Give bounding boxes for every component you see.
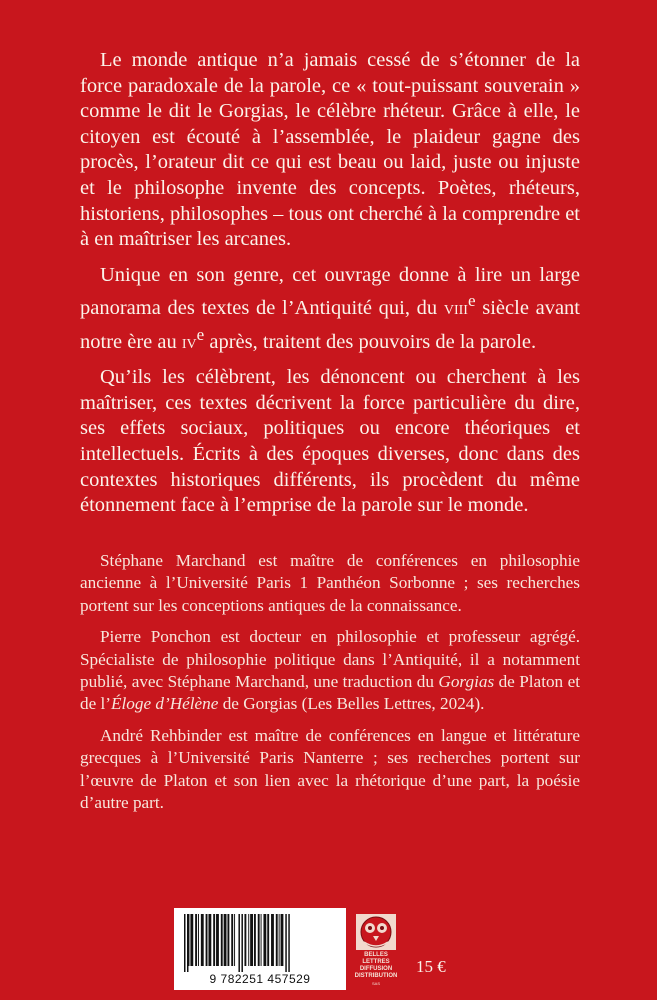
barcode-bar	[285, 914, 287, 972]
barcode-bar	[241, 914, 243, 972]
blurb-p2-part-a: Unique en son genre, cet ouvrage donne à lire un large panorama des textes de l’Antiquité qui, du	[80, 263, 580, 320]
price: 15 €	[416, 957, 446, 976]
bio-ponchon	[80, 626, 580, 716]
blurb	[80, 48, 580, 529]
barcode-bar	[187, 914, 189, 972]
barcode-bar	[267, 914, 269, 966]
barcode-bar	[238, 914, 240, 972]
barcode-bar	[224, 914, 227, 966]
barcode-bar	[244, 914, 246, 966]
bio-marchand: Stéphane Marchand est maître de conférences en philosophie ancienne à l’Université Paris 1 Panthéon Sorbonne ; ses recherches portent sur les conceptions antiques de la connaissance.	[80, 551, 580, 615]
barcode-bar	[281, 914, 284, 966]
barcode-bar	[279, 914, 280, 966]
bio-ponchon-c: de Gorgias (Les Belles Lettres, 2024).	[218, 694, 485, 714]
barcode-bar	[271, 914, 274, 966]
century-iv: iv	[181, 330, 197, 353]
barcode-bar	[195, 914, 197, 966]
barcode-bar	[216, 914, 219, 966]
barcode-bar	[221, 914, 223, 966]
century-viii-suffix: e	[467, 291, 476, 311]
bio-rehbinder: André Rehbinder est maître de conférences en langue et littérature grecques à l’Université Paris Nanterre ; ses recherches portent sur l’œuvre de Platon et son lien avec la rhétorique d’une part, la poésie d’autre part.	[80, 725, 580, 813]
barcode-bar	[248, 914, 249, 966]
bio-ponchon-b: de Platon et de l’	[80, 672, 580, 714]
publisher-line-1: BELLES LETTRES	[362, 952, 390, 965]
author-bios	[80, 550, 580, 823]
barcode-bar	[250, 914, 253, 966]
publisher-line-3: DISTRIBUTION	[354, 973, 398, 979]
century-iv-suffix: e	[196, 324, 205, 344]
barcode-bar	[234, 914, 235, 966]
barcode-bar	[213, 914, 215, 966]
blurb-paragraph-2	[80, 263, 580, 355]
title-gorgias: Gorgias	[438, 672, 495, 692]
barcode-bar	[227, 914, 229, 966]
publisher-line-2: DIFFUSION	[359, 966, 393, 972]
publisher-name	[354, 952, 398, 987]
barcode-bar	[231, 914, 233, 966]
barcode-bar	[184, 914, 186, 972]
barcode-bar	[189, 914, 190, 966]
barcode-bar	[208, 914, 211, 966]
barcode-bar	[263, 914, 266, 966]
barcode-bar	[276, 914, 278, 966]
bio-ponchon-a: Pierre Ponchon est docteur en philosophie et professeur agrégé. Spécialiste de philosophie politique dans l’Antiquité, il a notamment publié, avec Stéphane Marchand, une traduction du	[80, 627, 580, 692]
century-viii: viii	[443, 297, 468, 320]
isbn-number: 9 782251 457529	[209, 972, 311, 986]
barcode-bar	[261, 914, 262, 966]
barcode-bar	[190, 914, 193, 966]
publisher-line-4: SAS	[371, 981, 380, 986]
blurb-p2-part-c: après, traitent des pouvoirs de la parole.	[204, 330, 537, 353]
barcode-bar	[254, 914, 256, 966]
publisher-logo	[354, 912, 398, 994]
barcode-bars	[184, 914, 336, 972]
barcode-bar	[198, 914, 199, 966]
barcode-bar	[201, 914, 204, 966]
barcode-bar	[288, 914, 290, 972]
isbn-barcode	[174, 908, 346, 990]
barcode-bar	[258, 914, 260, 966]
blurb-paragraph-3: Qu’ils les célèbrent, les dénoncent ou cherchent à les maîtriser, ces textes décrivent la force particulière du dire, ses effets sociaux, politiques ou encore théoriques et intellectuels. Écrits à des époques diverses, donc dans des contextes historiques différents, ils procèdent du même étonnement face à l’emprise de la parole sur le monde.	[80, 366, 580, 517]
title-eloge-helene: Éloge d’Hélène	[111, 694, 219, 714]
owl-logo-icon	[354, 912, 398, 952]
barcode-bar	[206, 914, 208, 966]
blurb-paragraph-1: Le monde antique n’a jamais cessé de s’étonner de la force paradoxale de la parole, ce « tout-puissant souverain » comme le dit le Gorgias, le célèbre rhéteur. Grâce à elle, le citoyen est écouté à l’assemblée, le plaideur gagne des procès, l’orateur dit ce qui est beau ou laid, juste ou injuste et le philosophe invente des concepts. Poètes, rhéteurs, historiens, philosophes – tous ont cherché à la comprendre et à en maîtriser les arcanes.	[80, 49, 580, 251]
blurb-p2-part-b: siècle avant notre ère au	[80, 297, 581, 353]
